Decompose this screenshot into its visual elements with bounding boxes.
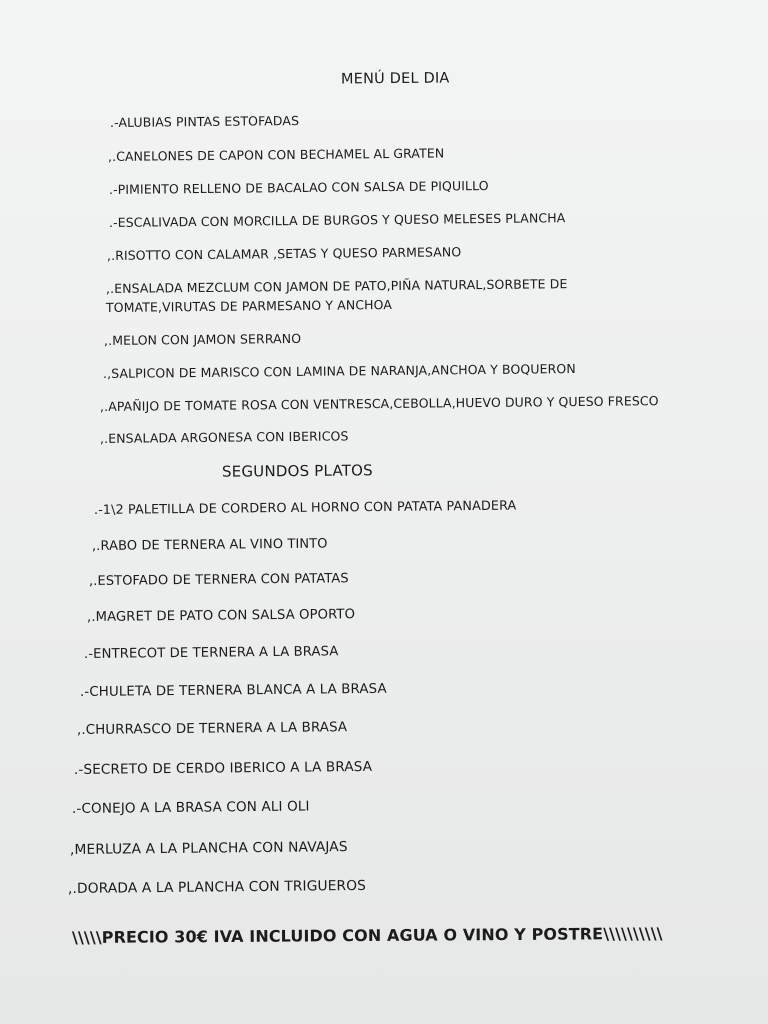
second-course-item: ,.DORADA A LA PLANCHA CON TRIGUEROS: [67, 877, 367, 897]
first-course-item: ,.MELON CON JAMON SERRANO: [103, 330, 302, 348]
first-course-item-continued: TOMATE,VIRUTAS DE PARMESANO Y ANCHOA: [105, 297, 393, 315]
first-course-item: .-PIMIENTO RELLENO DE BACALAO CON SALSA DE PIQUILLO: [108, 178, 489, 197]
second-courses-heading: SEGUNDOS PLATOS: [221, 461, 373, 481]
second-course-item: ,.MAGRET DE PATO CON SALSA OPORTO: [86, 607, 356, 625]
second-course-item: ,MERLUZA A LA PLANCHA CON NAVAJAS: [69, 839, 348, 858]
first-course-item: .-ESCALIVADA CON MORCILLA DE BURGOS Y QUESO MELESES PLANCHA: [108, 210, 566, 230]
first-course-item: ,.APAÑIJO DE TOMATE ROSA CON VENTRESCA,CEBOLLA,HUEVO DURO Y QUESO FRESCO: [99, 393, 659, 414]
second-course-item: .-ENTRECOT DE TERNERA A LA BRASA: [83, 644, 339, 662]
menu-title: MENÚ DEL DIA: [340, 70, 450, 88]
second-course-item: ,.ESTOFADO DE TERNERA CON PATATAS: [88, 571, 349, 589]
first-course-item: ,.ENSALADA ARGONESA CON IBERICOS: [99, 428, 349, 446]
second-course-item: .-1\2 PALETILLA DE CORDERO AL HORNO CON PATATA PANADERA: [93, 498, 517, 518]
second-course-item: .-SECRETO DE CERDO IBERICO A LA BRASA: [73, 758, 373, 778]
second-course-item: ,.RABO DE TERNERA AL VINO TINTO: [91, 536, 328, 554]
first-course-item: ,.CANELONES DE CAPON CON BECHAMEL AL GRATEN: [107, 145, 445, 164]
price-line: \\\\\PRECIO 30€ IVA INCLUIDO CON AGUA O VINO Y POSTRE\\\\\\\\\\: [71, 923, 663, 948]
second-course-item: ,.CHURRASCO DE TERNERA A LA BRASA: [76, 720, 348, 738]
first-course-item: ,.RISOTTO CON CALAMAR ,SETAS Y QUESO PARMESANO: [106, 244, 462, 263]
first-course-item: ,.ENSALADA MEZCLUM CON JAMON DE PATO,PIÑA NATURAL,SORBETE DE: [105, 276, 568, 296]
second-course-item: .-CHULETA DE TERNERA BLANCA A LA BRASA: [79, 681, 387, 700]
first-course-item: .,SALPICON DE MARISCO CON LAMINA DE NARANJA,ANCHOA Y BOQUERON: [102, 361, 576, 381]
second-course-item: .-CONEJO A LA BRASA CON ALI OLI: [71, 798, 310, 817]
first-course-item: .-ALUBIAS PINTAS ESTOFADAS: [109, 113, 300, 130]
